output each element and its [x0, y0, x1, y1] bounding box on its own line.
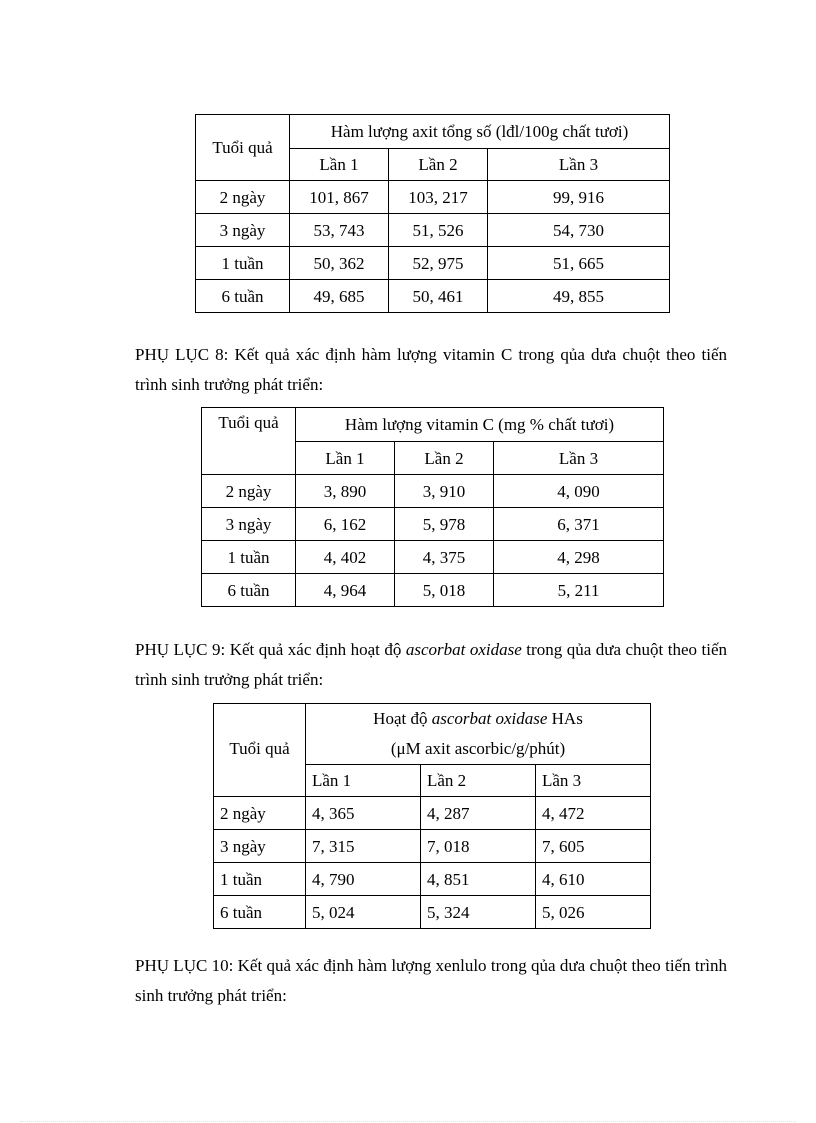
table-row	[202, 508, 664, 541]
page-bottom-divider	[20, 1121, 796, 1122]
column-header: Lần 3	[494, 442, 664, 475]
activity-header-line-1: Hoạt độ ascorbat oxidase HAs	[373, 709, 583, 728]
table-row	[202, 574, 664, 607]
table-row	[196, 214, 670, 247]
table-row	[214, 896, 651, 929]
appendix-9-enzyme-name: ascorbat oxidase	[405, 640, 522, 659]
age-cell: 6 tuần	[196, 280, 290, 313]
age-cell: 2 ngày	[196, 181, 290, 214]
value-cell: 4, 610	[536, 863, 651, 896]
value-cell: 4, 365	[306, 797, 421, 830]
activity-header-enzyme: ascorbat oxidase	[431, 709, 548, 728]
table-row	[196, 247, 670, 280]
age-cell: 3 ngày	[196, 214, 290, 247]
value-cell: 5, 978	[395, 508, 494, 541]
value-cell: 49, 685	[290, 280, 389, 313]
table-row	[202, 541, 664, 574]
value-cell: 3, 890	[296, 475, 395, 508]
value-cell: 4, 402	[296, 541, 395, 574]
value-cell: 4, 851	[421, 863, 536, 896]
appendix-8-caption: PHỤ LỤC 8: Kết quả xác định hàm lượng vitamin C trong qủa dưa chuột theo tiến trình sinh trưởng phát triển:	[135, 345, 727, 394]
activity-header-line-2: (μM axit ascorbic/g/phút)	[390, 739, 566, 758]
appendix-9-text-end: trong qủa dưa chuột theo tiến trình sinh trưởng phát triển:	[135, 640, 728, 689]
age-header: Tuổi quả	[196, 115, 290, 181]
value-cell: 50, 362	[290, 247, 389, 280]
column-header: Lần 2	[421, 765, 536, 797]
table-row	[214, 863, 651, 896]
age-cell: 1 tuần	[202, 541, 296, 574]
table-row	[196, 280, 670, 313]
column-header: Lần 3	[536, 765, 651, 797]
value-cell: 49, 855	[488, 280, 670, 313]
column-header: Lần 1	[296, 442, 395, 475]
value-cell: 4, 375	[395, 541, 494, 574]
vitamin-c-table	[201, 407, 664, 607]
ascorbat-oxidase-table	[213, 703, 651, 929]
value-cell: 5, 018	[395, 574, 494, 607]
table-row	[214, 830, 651, 863]
age-header: Tuổi quả	[214, 704, 306, 797]
value-cell: 103, 217	[389, 181, 488, 214]
age-cell: 1 tuần	[214, 863, 306, 896]
acid-content-table	[195, 114, 670, 313]
value-cell: 6, 371	[494, 508, 664, 541]
column-header: Lần 2	[389, 149, 488, 181]
column-header: Lần 3	[488, 149, 670, 181]
value-cell: 7, 605	[536, 830, 651, 863]
value-cell: 4, 790	[306, 863, 421, 896]
age-cell: 2 ngày	[202, 475, 296, 508]
value-cell: 4, 298	[494, 541, 664, 574]
vitamin-c-group-header: Hàm lượng vitamin C (mg % chất tươi)	[296, 408, 664, 442]
age-header: Tuổi quả	[202, 408, 296, 475]
column-header: Lần 1	[290, 149, 389, 181]
value-cell: 7, 018	[421, 830, 536, 863]
value-cell: 4, 472	[536, 797, 651, 830]
value-cell: 4, 287	[421, 797, 536, 830]
value-cell: 7, 315	[306, 830, 421, 863]
value-cell: 53, 743	[290, 214, 389, 247]
age-cell: 6 tuần	[214, 896, 306, 929]
value-cell: 5, 211	[494, 574, 664, 607]
value-cell: 52, 975	[389, 247, 488, 280]
age-cell: 6 tuần	[202, 574, 296, 607]
value-cell: 54, 730	[488, 214, 670, 247]
column-header: Lần 1	[306, 765, 421, 797]
appendix-10-caption: PHỤ LỤC 10: Kết quả xác định hàm lượng xenlulo trong qủa dưa chuột theo tiến trình sinh trưởng phát triển:	[135, 956, 727, 1005]
value-cell: 99, 916	[488, 181, 670, 214]
table-row	[202, 475, 664, 508]
value-cell: 5, 024	[306, 896, 421, 929]
value-cell: 50, 461	[389, 280, 488, 313]
table-row	[214, 797, 651, 830]
value-cell: 51, 665	[488, 247, 670, 280]
column-header: Lần 2	[395, 442, 494, 475]
acid-group-header: Hàm lượng axit tổng số (lđl/100g chất tươi)	[290, 115, 670, 149]
value-cell: 51, 526	[389, 214, 488, 247]
value-cell: 4, 090	[494, 475, 664, 508]
value-cell: 101, 867	[290, 181, 389, 214]
appendix-9-text-start: PHỤ LỤC 9: Kết quả xác định hoạt độ	[135, 640, 406, 659]
age-cell: 2 ngày	[214, 797, 306, 830]
activity-group-header	[306, 704, 651, 765]
value-cell: 3, 910	[395, 475, 494, 508]
value-cell: 5, 026	[536, 896, 651, 929]
value-cell: 6, 162	[296, 508, 395, 541]
age-cell: 3 ngày	[214, 830, 306, 863]
value-cell: 4, 964	[296, 574, 395, 607]
appendix-9-caption	[135, 635, 727, 695]
age-cell: 1 tuần	[196, 247, 290, 280]
table-row	[196, 181, 670, 214]
value-cell: 5, 324	[421, 896, 536, 929]
age-cell: 3 ngày	[202, 508, 296, 541]
